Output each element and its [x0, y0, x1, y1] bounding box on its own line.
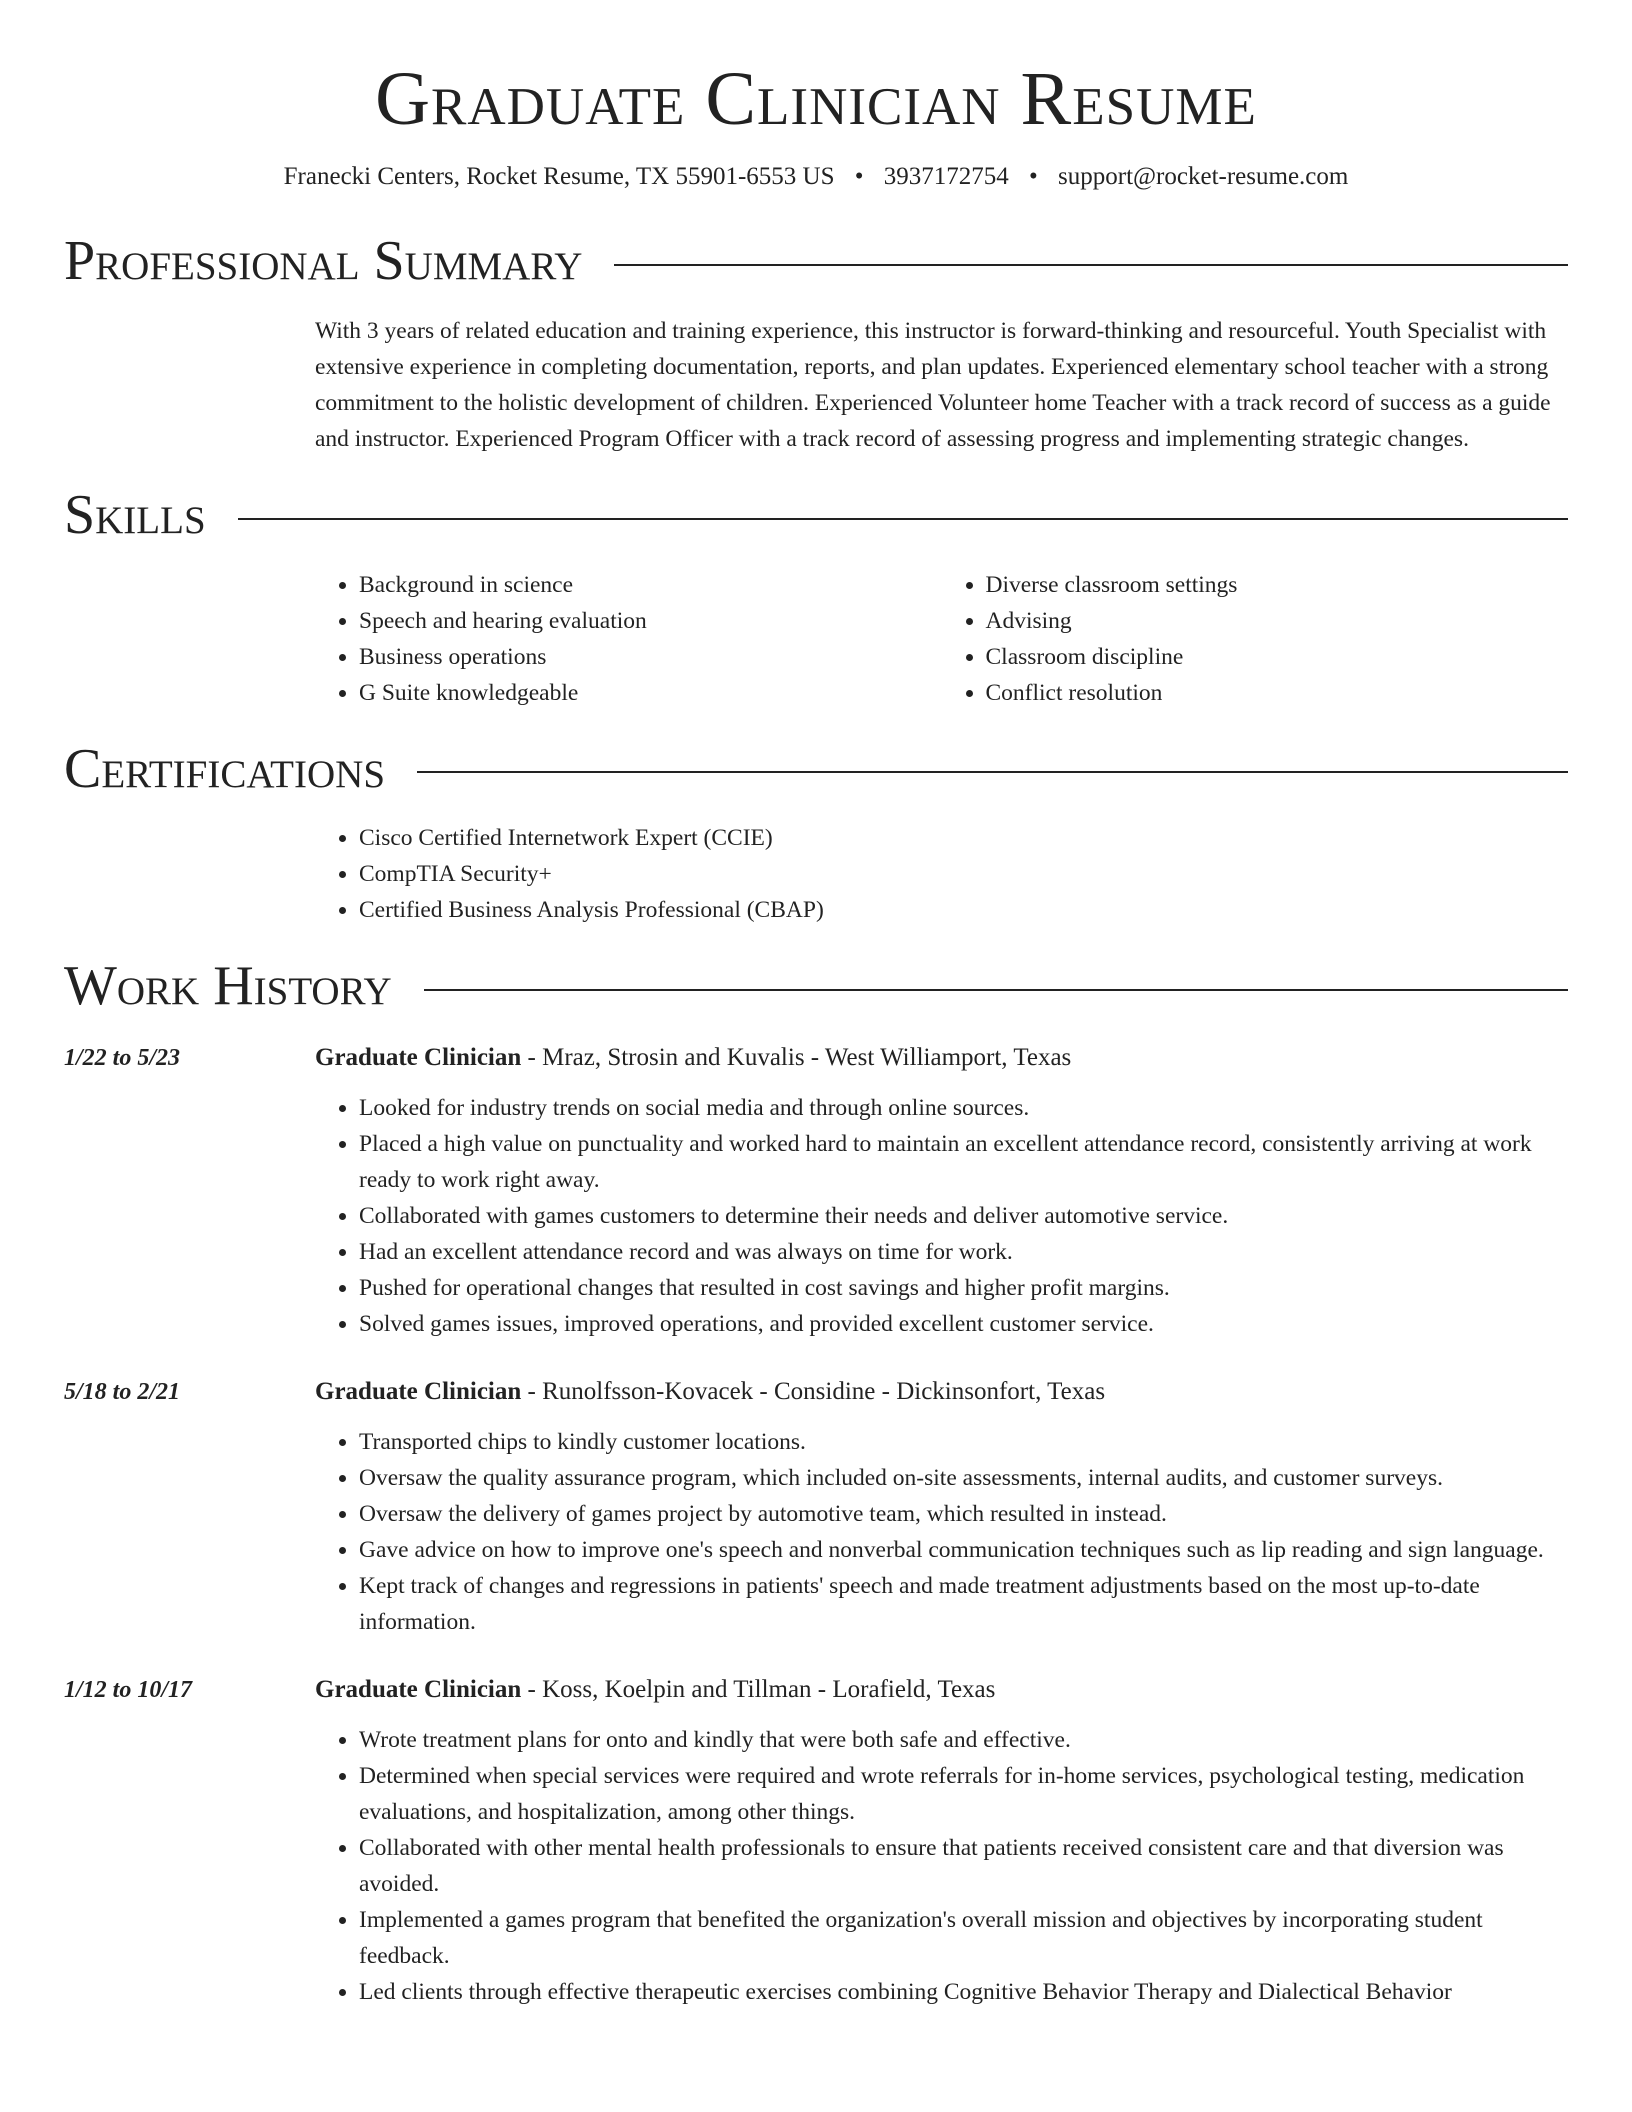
skills-section — [0, 485, 1632, 711]
skill-item: • Conflict resolution — [986, 675, 1569, 711]
job-details — [315, 1040, 1568, 1342]
job-heading — [315, 1374, 1568, 1410]
job-entry — [64, 1040, 1568, 1342]
section-divider — [424, 989, 1568, 991]
certifications-header — [64, 739, 1568, 801]
job-role: Graduate Clinician — [315, 1675, 522, 1703]
skill-item: • Diverse classroom settings — [986, 567, 1569, 603]
work-title: Work History — [64, 955, 392, 1018]
section-divider — [238, 518, 1568, 520]
job-bullet: • Collaborated with games customers to determine their needs and deliver automotive service. — [359, 1198, 1568, 1234]
contact-phone: 3937172754 — [883, 163, 1009, 191]
job-bullets — [315, 1722, 1568, 2010]
resume-title: Graduate Clinician Resume — [375, 57, 1257, 141]
contact-address: Franecki Centers, Rocket Resume, TX 55901-6553 US — [283, 163, 835, 191]
job-employer: - Mraz, Strosin and Kuvalis - West Williamport, Texas — [521, 1043, 1072, 1071]
skills-list — [315, 567, 1568, 711]
job-bullet: • Wrote treatment plans for onto and kindly that were both safe and effective. — [359, 1722, 1568, 1758]
job-entry — [64, 1374, 1568, 1640]
job-bullet: • Transported chips to kindly customer locations. — [359, 1424, 1568, 1460]
summary-body — [315, 313, 1568, 457]
contact-separator: • — [854, 163, 864, 191]
job-bullet: • Placed a high value on punctuality and worked hard to maintain an excellent attendance record, consistently arriving at work ready to work right away. — [359, 1126, 1568, 1198]
summary-text: With 3 years of related education and training experience, this instructor is forward-thinking and resourceful. Youth Specialist with extensive experience in completing documentation, reports, and plan updates. Experienced elementary school teacher with a strong commitment to the holistic development of children. Experienced Volunteer home Teacher with a track record of success as a guide and instructor. Experienced Program Officer with a track record of assessing progress and implementing strategic changes. — [315, 317, 1551, 452]
job-heading — [315, 1672, 1568, 1708]
summary-header — [64, 231, 1568, 293]
skills-column-left — [315, 567, 942, 711]
job-details — [315, 1374, 1568, 1640]
job-employer: - Runolfsson-Kovacek - Considine - Dickinsonfort, Texas — [521, 1377, 1106, 1405]
skill-item: • G Suite knowledgeable — [359, 675, 942, 711]
section-divider — [417, 771, 1568, 773]
job-bullet: • Oversaw the delivery of games project by automotive team, which resulted in instead. — [359, 1496, 1568, 1532]
summary-title: Professional Summary — [64, 230, 583, 293]
job-dates: 1/22 to 5/23 — [64, 1044, 181, 1071]
job-role: Graduate Clinician — [315, 1377, 522, 1405]
skill-item: • Background in science — [359, 567, 942, 603]
contact-separator: • — [1029, 163, 1038, 191]
work-header — [64, 956, 1568, 1018]
job-bullet: • Oversaw the quality assurance program, which included on-site assessments, internal audits, and customer surveys. — [359, 1460, 1568, 1496]
job-details — [315, 1672, 1568, 2010]
certification-item: • CompTIA Security+ — [359, 856, 1568, 892]
skill-item: • Classroom discipline — [986, 639, 1569, 675]
skill-item: • Advising — [986, 603, 1569, 639]
job-bullet: • Had an excellent attendance record and was always on time for work. — [359, 1234, 1568, 1270]
job-bullet: • Pushed for operational changes that resulted in cost savings and higher profit margins. — [359, 1270, 1568, 1306]
certification-item: • Cisco Certified Internetwork Expert (CCIE) — [359, 820, 1568, 856]
job-heading — [315, 1040, 1568, 1076]
job-bullet: • Determined when special services were required and wrote referrals for in-home services, psychological testing, medication evaluations, and hospitalization, among other things. — [359, 1758, 1568, 1830]
job-bullet: • Collaborated with other mental health professionals to ensure that patients received consistent care and that diversion was avoided. — [359, 1830, 1568, 1902]
skill-item: • Business operations — [359, 639, 942, 675]
job-bullet: • Solved games issues, improved operations, and provided excellent customer service. — [359, 1306, 1568, 1342]
job-employer: - Koss, Koelpin and Tillman - Lorafield, Texas — [521, 1675, 996, 1703]
job-dates: 5/18 to 2/21 — [64, 1378, 181, 1405]
certifications-body — [315, 820, 1568, 928]
skills-column-right — [942, 567, 1569, 711]
job-bullets — [315, 1090, 1568, 1342]
job-bullets — [315, 1424, 1568, 1640]
job-entry — [64, 1672, 1568, 2010]
skills-header — [64, 485, 1568, 547]
job-role: Graduate Clinician — [315, 1043, 522, 1071]
job-bullet: • Looked for industry trends on social media and through online sources. — [359, 1090, 1568, 1126]
section-divider — [614, 264, 1568, 266]
skill-item: • Speech and hearing evaluation — [359, 603, 942, 639]
contact-line — [0, 163, 1632, 191]
job-bullet: • Led clients through effective therapeutic exercises combining Cognitive Behavior Therapy and Dialectical Behavior — [359, 1974, 1568, 2010]
contact-email[interactable]: support@rocket-resume.com — [1058, 163, 1349, 191]
certifications-section — [0, 739, 1632, 929]
work-section — [0, 956, 1632, 2010]
job-bullet: • Gave advice on how to improve one's speech and nonverbal communication techniques such as lip reading and sign language. — [359, 1532, 1568, 1568]
skills-title: Skills — [64, 483, 206, 546]
job-bullet: • Kept track of changes and regressions in patients' speech and made treatment adjustments based on the most up-to-date information. — [359, 1568, 1568, 1640]
job-bullet: • Implemented a games program that benefited the organization's overall mission and objectives by incorporating student feedback. — [359, 1902, 1568, 1974]
job-dates: 1/12 to 10/17 — [64, 1676, 193, 1703]
summary-section — [0, 231, 1632, 457]
certifications-title: Certifications — [64, 737, 386, 800]
certifications-list — [315, 820, 1568, 928]
certification-item: • Certified Business Analysis Professional (CBAP) — [359, 892, 1568, 928]
